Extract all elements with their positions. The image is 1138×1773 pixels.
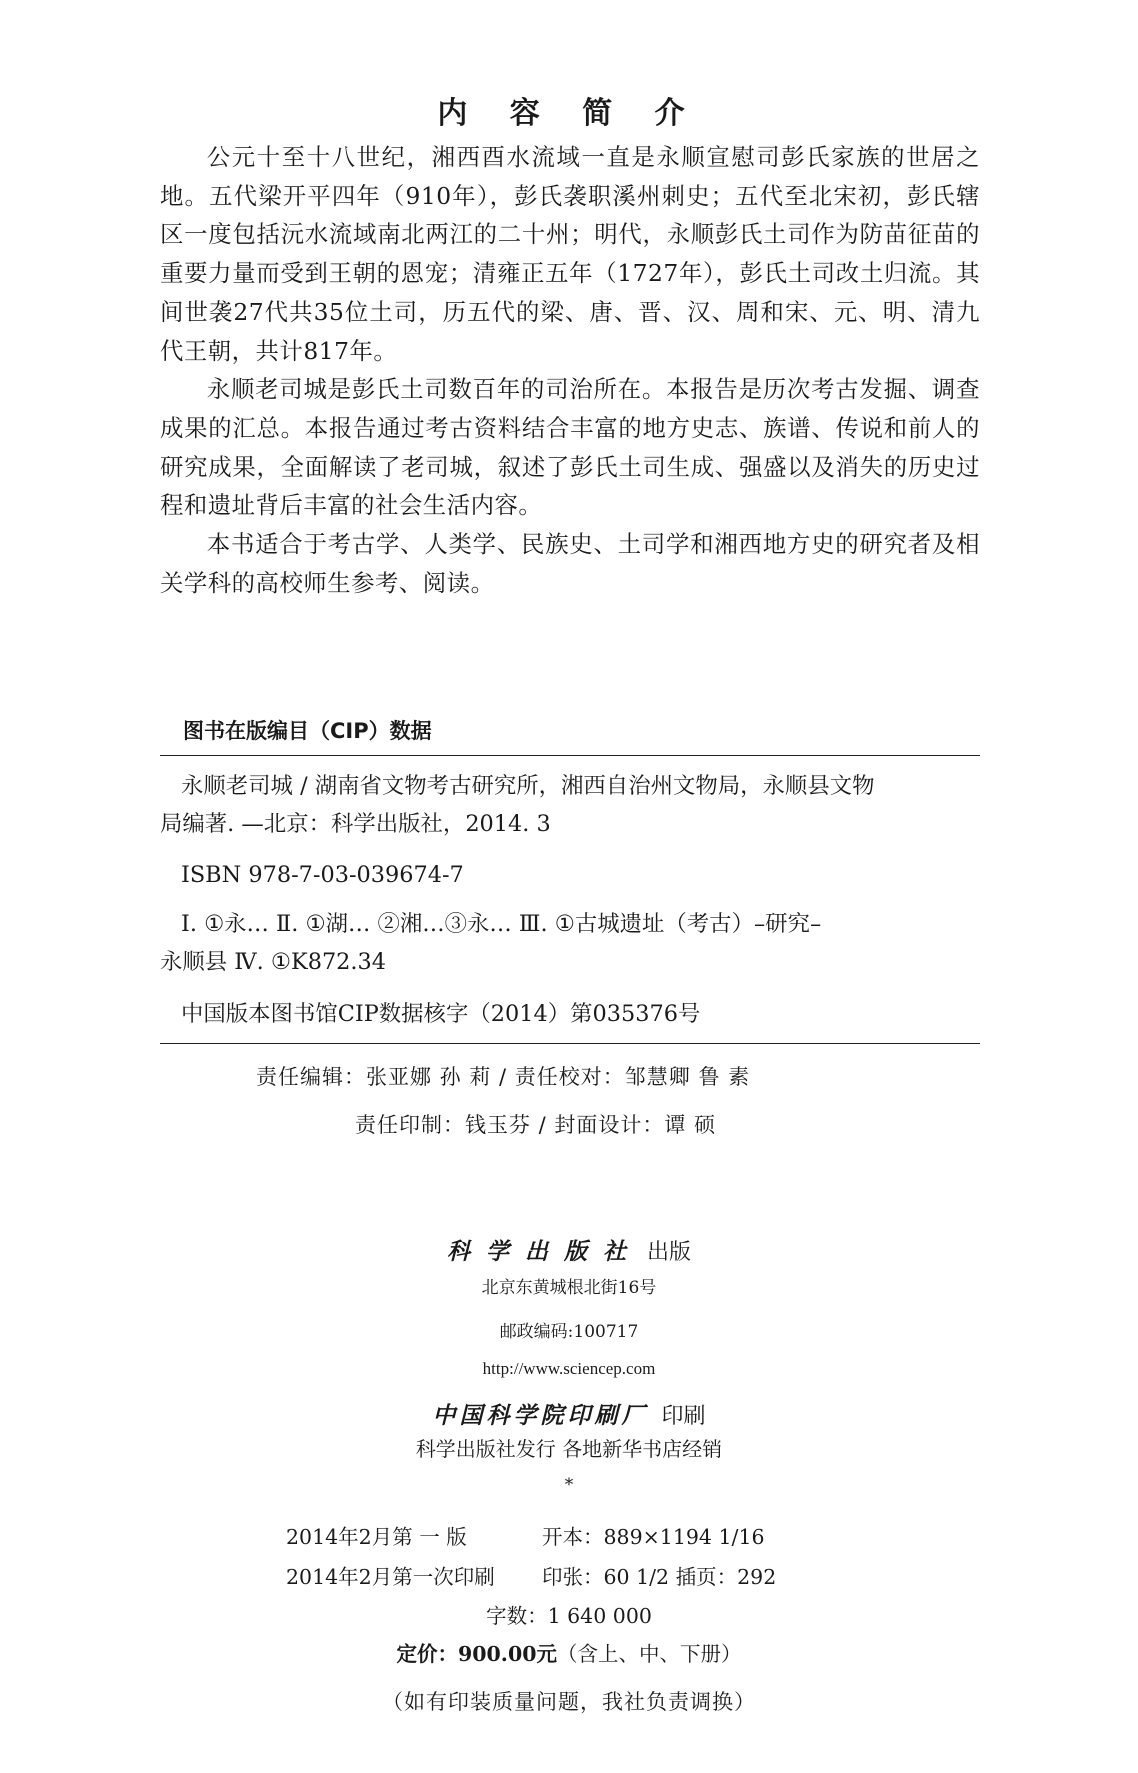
spec-edition: 2014年2月第 一 版	[286, 1525, 467, 1549]
spec-printing: 2014年2月第一次印刷	[286, 1565, 495, 1589]
cip-classification-line-1: Ⅰ. ①永… Ⅱ. ①湖… ②湘…③永… Ⅲ. ①古城遗址（考古）–研究–	[181, 911, 822, 937]
cip-heading: 图书在版编目（CIP）数据	[183, 719, 432, 743]
publisher-address: 北京东黄城根北街16号	[481, 1278, 657, 1298]
price-value: 900.00元	[458, 1642, 557, 1666]
price-note: （含上、中、下册）	[556, 1642, 742, 1666]
publisher-logo-text: 科学出版社	[446, 1238, 642, 1265]
cip-bottom-rule	[160, 1043, 980, 1044]
credits-line-2: 责任印制：钱玉芬 / 封面设计：谭 硕	[355, 1113, 717, 1137]
intro-title: 内 容 简 介	[437, 96, 701, 131]
spec-sheets: 印张：60 1/2 插页：292	[542, 1565, 777, 1589]
intro-paragraph-1: 公元十至十八世纪，湘西酉水流域一直是永顺宣慰司彭氏家族的世居之地。五代梁开平四年（910年），彭氏袭职溪州刺史；五代至北宋初，彭氏辖区一度包括沅水流域南北两江的二十州；明代，永顺彭氏土司作为防苗征苗的重要力量而受到王朝的恩宠；清雍正五年（1727年），彭氏土司改土归流。其间世袭27代共35位土司，历五代的梁、唐、晋、汉、周和宋、元、明、清九代王朝，共计817年。	[160, 143, 980, 365]
intro-paragraph-2: 永顺老司城是彭氏土司数百年的司治所在。本报告是历次考古发掘、调查成果的汇总。本报告通过考古资料结合丰富的地方史志、族谱、传说和前人的研究成果，全面解读了老司城，叙述了彭氏土司生成、强盛以及消失的历史过程和遗址背后丰富的社会生活内容。	[160, 375, 980, 520]
publisher-url: http://www.sciencep.com	[482, 1359, 656, 1378]
price-label: 定价：	[396, 1642, 459, 1666]
printer-logo-text: 中国科学院印刷厂	[432, 1402, 649, 1429]
distribution-line: 科学出版社发行 各地新华书店经销	[415, 1437, 723, 1461]
cip-entry-line-2: 局编著. —北京：科学出版社，2014. 3	[160, 811, 551, 837]
intro-body	[160, 138, 980, 602]
intro-paragraph-3: 本书适合于考古学、人类学、民族史、土司学和湘西地方史的研究者及相关学科的高校师生参考、阅读。	[160, 530, 980, 597]
spec-words: 字数：1 640 000	[486, 1604, 652, 1628]
printer-line	[0, 1397, 1138, 1430]
cip-number: 中国版本图书馆CIP数据核字（2014）第035376号	[181, 1001, 701, 1027]
cip-entry-line-1: 永顺老司城 / 湖南省文物考古研究所，湘西自治州文物局，永顺县文物	[181, 773, 875, 799]
spec-format: 开本：889×1194 1/16	[542, 1525, 765, 1549]
separator-asterisk: *	[564, 1475, 574, 1495]
publisher-suffix: 出版	[647, 1240, 692, 1265]
quality-note: （如有印装质量问题，我社负责调换）	[382, 1690, 756, 1714]
publisher-line	[0, 1233, 1138, 1266]
cip-isbn: ISBN 978-7-03-039674-7	[181, 862, 464, 888]
cip-top-rule	[160, 755, 980, 756]
cip-classification-line-2: 永顺县 Ⅳ. ①K872.34	[160, 949, 387, 975]
publisher-postcode: 邮政编码:100717	[499, 1322, 639, 1342]
printer-suffix: 印刷	[661, 1404, 706, 1429]
credits-line-1: 责任编辑：张亚娜 孙 莉 / 责任校对：邹慧卿 鲁 素	[256, 1065, 751, 1089]
spec-price-line	[0, 1637, 1138, 1667]
